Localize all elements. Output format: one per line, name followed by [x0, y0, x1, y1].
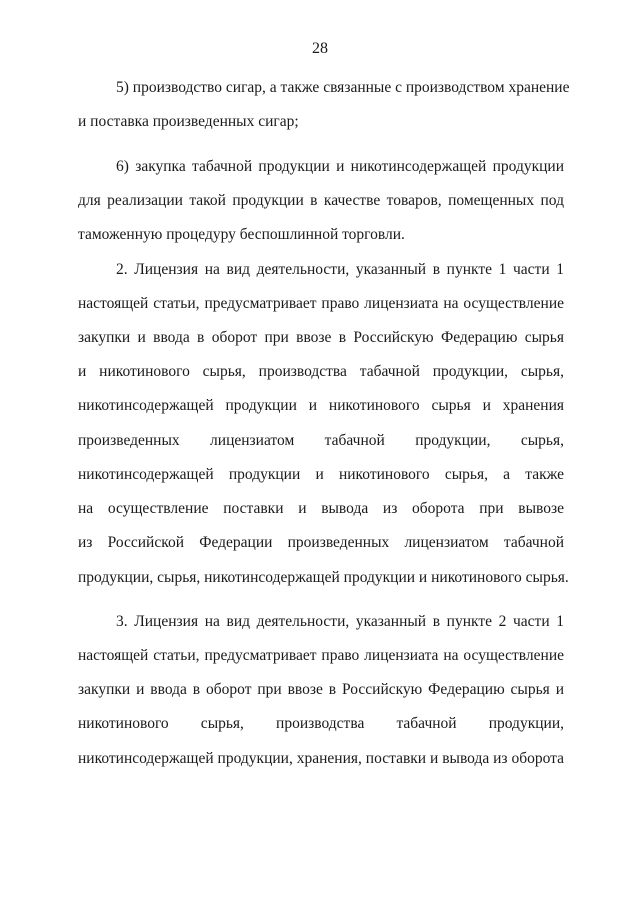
text-line: настоящей статьи, предусматривает право лицензиата на осуществление: [78, 295, 564, 312]
text-line: таможенную процедуру беспошлинной торговли.: [78, 226, 405, 243]
text-line: произведенных лицензиатом табачной продукции, сырья,: [78, 432, 564, 449]
text-line: никотинсодержащей продукции и никотинового сырья и хранения: [78, 397, 564, 414]
text-line: никотинового сырья, производства табачной продукции,: [78, 715, 564, 732]
text-line: закупки и ввода в оборот при ввозе в Российскую Федерацию сырья и: [78, 681, 564, 698]
text-line: никотинсодержащей продукции и никотинового сырья, а также: [78, 466, 564, 483]
text-line: закупки и ввода в оборот при ввозе в Российскую Федерацию сырья: [78, 329, 564, 346]
text-line: никотинсодержащей продукции, хранения, поставки и вывода из оборота: [78, 750, 564, 767]
text-line: настоящей статьи, предусматривает право лицензиата на осуществление: [78, 647, 564, 664]
text-line: 5) производство сигар, а также связанные с производством хранение: [116, 79, 570, 96]
text-line: для реализации такой продукции в качестве товаров, помещенных под: [78, 192, 564, 209]
text-line: и поставка произведенных сигар;: [78, 113, 299, 130]
text-line: продукции, сырья, никотинсодержащей продукции и никотинового сырья.: [78, 569, 569, 586]
text-line: и никотинового сырья, производства табачной продукции, сырья,: [78, 363, 564, 380]
text-line: 6) закупка табачной продукции и никотинсодержащей продукции: [116, 158, 564, 175]
page-number: 28: [312, 40, 328, 57]
text-line: 2. Лицензия на вид деятельности, указанный в пункте 1 части 1: [116, 261, 564, 278]
text-line: на осуществление поставки и вывода из оборота при вывозе: [78, 500, 564, 517]
text-line: из Российской Федерации произведенных лицензиатом табачной: [78, 534, 564, 551]
text-line: 3. Лицензия на вид деятельности, указанный в пункте 2 части 1: [116, 613, 564, 630]
